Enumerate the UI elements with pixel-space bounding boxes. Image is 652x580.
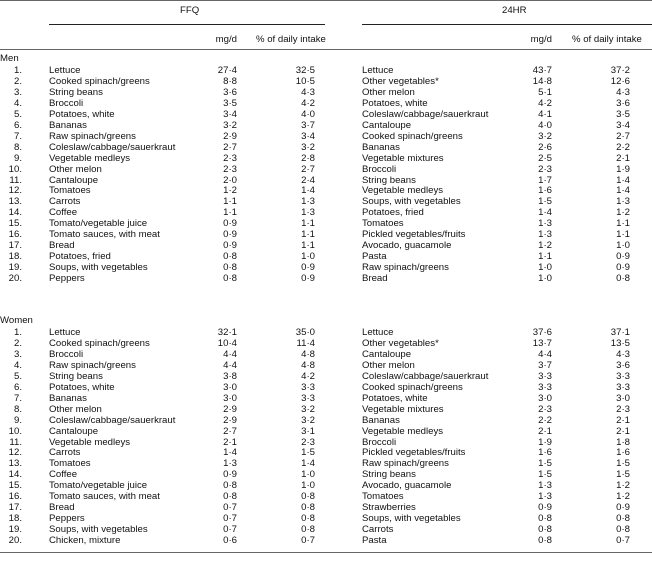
hr24-pct-cell: 1·4 xyxy=(616,185,630,197)
hr24-food-cell: Other vegetables* xyxy=(362,76,439,87)
ffq-mgd-cell: 0·9 xyxy=(223,218,237,230)
ffq-food-cell: Peppers xyxy=(49,513,85,525)
ffq-mgd-cell: 4·4 xyxy=(223,359,237,371)
ffq-pct-cell: 1·1 xyxy=(301,229,315,241)
ffq-pct-cell: 1·0 xyxy=(301,469,315,481)
ffq-pct-cell: 0·8 xyxy=(301,513,315,525)
ffq-pct-cell: 3·2 xyxy=(301,141,315,153)
ffq-food-cell: Cooked spinach/greens xyxy=(49,76,150,87)
rank-cell: 13. xyxy=(8,458,22,470)
rank-cell: 10. xyxy=(8,163,22,175)
ffq-pct-cell: 1·5 xyxy=(301,447,315,459)
hr24-mgd-cell: 2·2 xyxy=(538,414,552,426)
hr24-mgd-cell: 0·8 xyxy=(538,535,552,546)
rank-cell: 11. xyxy=(9,436,22,448)
ffq-pct-cell: 3·1 xyxy=(301,425,315,437)
ffq-mgd-cell: 3·0 xyxy=(223,381,237,393)
hr24-food-cell: Tomatoes xyxy=(362,491,404,503)
ffq-mgd-cell: 3·2 xyxy=(223,119,237,131)
hr24-pct-header: % of daily intake xyxy=(572,34,642,45)
hr24-pct-cell: 3·6 xyxy=(616,359,630,371)
hr24-mgd-cell: 1·6 xyxy=(538,447,552,459)
ffq-mgd-cell: 2·7 xyxy=(223,425,237,437)
hr24-food-cell: Potatoes, white xyxy=(362,97,428,109)
hr24-mgd-cell: 1·5 xyxy=(538,458,552,470)
ffq-food-cell: Lettuce xyxy=(49,65,81,76)
hr24-mgd-cell: 1·9 xyxy=(538,436,552,448)
ffq-food-cell: Tomato sauces, with meat xyxy=(49,229,160,241)
hr24-mgd-cell: 3·0 xyxy=(538,392,552,404)
hr24-mgd-cell: 2·3 xyxy=(538,163,552,175)
rank-cell: 6. xyxy=(13,119,22,131)
rank-cell: 20. xyxy=(8,535,22,546)
rank-cell: 1. xyxy=(13,65,22,76)
hr24-pct-cell: 37·2 xyxy=(610,65,630,76)
ffq-food-cell: Cooked spinach/greens xyxy=(49,337,150,349)
hr24-food-cell: Other vegetables* xyxy=(362,337,439,349)
ffq-pct-cell: 3·2 xyxy=(301,403,315,415)
hr24-pct-cell: 3·0 xyxy=(616,392,630,404)
hr24-pct-cell: 12·6 xyxy=(610,76,630,87)
hr24-pct-cell: 3·5 xyxy=(616,108,630,120)
hr24-pct-cell: 3·4 xyxy=(616,119,630,131)
ffq-pct-cell: 1·1 xyxy=(301,218,315,230)
rank-cell: 7. xyxy=(13,392,22,404)
hr24-mgd-cell: 4·4 xyxy=(538,348,552,360)
hr24-mgd-cell: 14·8 xyxy=(532,76,552,87)
ffq-food-cell: Coffee xyxy=(49,207,78,219)
ffq-pct-cell: 4·8 xyxy=(301,359,315,371)
ffq-mgd-cell: 2·9 xyxy=(223,403,237,415)
hr24-pct-cell: 2·3 xyxy=(616,403,630,415)
ffq-mgd-cell: 2·1 xyxy=(223,436,237,448)
hr24-food-cell: Broccoli xyxy=(362,436,397,448)
ffq-mgd-cell: 3·4 xyxy=(223,108,237,120)
hr24-pct-cell: 1·1 xyxy=(616,218,630,230)
ffq-mgd-cell: 2·3 xyxy=(223,152,237,164)
ffq-mgd-cell: 3·8 xyxy=(223,370,237,382)
hr24-header: 24HR xyxy=(502,5,527,16)
ffq-pct-cell: 4·2 xyxy=(301,97,315,109)
rank-cell: 4. xyxy=(13,359,22,371)
hr24-food-cell: Cooked spinach/greens xyxy=(362,381,463,393)
rank-cell: 8. xyxy=(13,403,22,415)
hr24-pct-cell: 3·3 xyxy=(616,370,630,382)
hr24-food-cell: Lettuce xyxy=(362,327,394,338)
hr24-pct-cell: 4·3 xyxy=(616,348,630,360)
hr24-food-cell: Coleslaw/cabbage/sauerkraut xyxy=(362,108,489,120)
ffq-mgd-cell: 10·4 xyxy=(217,337,237,349)
hr24-food-cell: Pasta xyxy=(362,251,387,263)
ffq-food-cell: Broccoli xyxy=(49,348,84,360)
ffq-food-cell: Coffee xyxy=(49,469,78,481)
ffq-food-cell: Raw spinach/greens xyxy=(49,130,136,142)
ffq-mgd-cell: 0·8 xyxy=(223,273,237,284)
hr24-pct-cell: 13·5 xyxy=(610,337,630,349)
ffq-mgd-cell: 2·3 xyxy=(223,163,237,175)
hr24-mgd-cell: 1·6 xyxy=(538,185,552,197)
ffq-pct-cell: 35·0 xyxy=(295,327,315,338)
ffq-pct-cell: 4·2 xyxy=(301,370,315,382)
ffq-pct-cell: 1·1 xyxy=(301,240,315,252)
rank-cell: 9. xyxy=(13,152,22,164)
hr24-pct-cell: 1·4 xyxy=(616,174,630,186)
hr24-mgd-cell: 1·5 xyxy=(538,196,552,208)
hr24-mgd-cell: 4·1 xyxy=(538,108,552,120)
ffq-pct-cell: 3·2 xyxy=(301,414,315,426)
ffq-pct-cell: 2·8 xyxy=(301,152,315,164)
hr24-pct-cell: 1·2 xyxy=(616,491,630,503)
ffq-mgd-cell: 4·4 xyxy=(223,348,237,360)
ffq-food-cell: Other melon xyxy=(49,163,102,175)
ffq-food-cell: Tomato sauces, with meat xyxy=(49,491,160,503)
rank-cell: 12. xyxy=(8,447,22,459)
ffq-pct-cell: 0·9 xyxy=(301,273,315,284)
ffq-pct-cell: 1·3 xyxy=(301,196,315,208)
hr24-pct-cell: 1·5 xyxy=(616,458,630,470)
ffq-pct-cell: 4·3 xyxy=(301,86,315,98)
hr24-food-cell: Pasta xyxy=(362,535,387,546)
hr24-pct-cell: 1·8 xyxy=(616,436,630,448)
ffq-food-cell: Coleslaw/cabbage/sauerkraut xyxy=(49,414,176,426)
hr24-food-cell: Vegetable medleys xyxy=(362,185,444,197)
ffq-pct-cell: 0·8 xyxy=(301,502,315,514)
ffq-food-cell: Bananas xyxy=(49,119,87,131)
ffq-pct-cell: 2·4 xyxy=(301,174,315,186)
rank-cell: 15. xyxy=(8,218,22,230)
ffq-mgd-cell: 2·9 xyxy=(223,130,237,142)
hr24-food-cell: Bananas xyxy=(362,414,400,426)
hr24-underline xyxy=(362,24,652,25)
hr24-mgd-cell: 1·2 xyxy=(538,240,552,252)
hr24-pct-cell: 2·1 xyxy=(616,425,630,437)
ffq-pct-cell: 4·0 xyxy=(301,108,315,120)
ffq-mgd-cell: 0·8 xyxy=(223,480,237,492)
rank-cell: 5. xyxy=(13,370,22,382)
bottom-rule xyxy=(0,552,652,553)
hr24-mgd-cell: 3·7 xyxy=(538,359,552,371)
hr24-food-cell: Vegetable mixtures xyxy=(362,403,444,415)
ffq-food-cell: Vegetable medleys xyxy=(49,152,131,164)
ffq-food-cell: Soups, with vegetables xyxy=(49,524,148,536)
hr24-food-cell: Cantaloupe xyxy=(362,348,412,360)
hr24-mgd-cell: 37·6 xyxy=(532,327,552,338)
hr24-pct-cell: 4·3 xyxy=(616,86,630,98)
hr24-mgd-cell: 1·0 xyxy=(538,262,552,274)
ffq-food-cell: Tomatoes xyxy=(49,185,91,197)
hr24-pct-cell: 1·2 xyxy=(616,207,630,219)
rank-cell: 19. xyxy=(8,524,22,536)
ffq-mgd-cell: 1·1 xyxy=(223,207,237,219)
hr24-food-cell: Other melon xyxy=(362,359,415,371)
hr24-mgd-header: mg/d xyxy=(530,34,552,45)
hr24-food-cell: Cantaloupe xyxy=(362,119,412,131)
ffq-mgd-cell: 1·4 xyxy=(223,447,237,459)
hr24-mgd-cell: 1·3 xyxy=(538,229,552,241)
hr24-mgd-cell: 1·0 xyxy=(538,273,552,284)
ffq-pct-cell: 1·4 xyxy=(301,185,315,197)
ffq-food-cell: Vegetable medleys xyxy=(49,436,131,448)
ffq-food-cell: Carrots xyxy=(49,196,81,208)
hr24-mgd-cell: 43·7 xyxy=(532,65,552,76)
hr24-food-cell: Bananas xyxy=(362,141,400,153)
ffq-food-cell: Potatoes, white xyxy=(49,108,115,120)
ffq-food-cell: String beans xyxy=(49,370,103,382)
hr24-pct-cell: 1·3 xyxy=(616,196,630,208)
ffq-food-cell: Other melon xyxy=(49,403,102,415)
rank-cell: 10. xyxy=(8,425,22,437)
ffq-pct-cell: 1·3 xyxy=(301,207,315,219)
hr24-pct-cell: 1·5 xyxy=(616,469,630,481)
hr24-pct-cell: 0·8 xyxy=(616,524,630,536)
ffq-mgd-cell: 3·5 xyxy=(223,97,237,109)
hr24-pct-cell: 2·7 xyxy=(616,130,630,142)
hr24-mgd-cell: 3·3 xyxy=(538,381,552,393)
ffq-mgd-cell: 2·7 xyxy=(223,141,237,153)
ffq-mgd-cell: 0·7 xyxy=(223,524,237,536)
hr24-food-cell: Raw spinach/greens xyxy=(362,262,449,274)
ffq-mgd-cell: 3·6 xyxy=(223,86,237,98)
rank-cell: 1. xyxy=(13,327,22,338)
rank-cell: 16. xyxy=(8,229,22,241)
rank-cell: 16. xyxy=(8,491,22,503)
hr24-pct-cell: 1·2 xyxy=(616,480,630,492)
ffq-mgd-cell: 0·7 xyxy=(223,502,237,514)
ffq-mgd-cell: 0·8 xyxy=(223,251,237,263)
ffq-food-cell: Broccoli xyxy=(49,97,84,109)
hr24-pct-cell: 0·9 xyxy=(616,502,630,514)
ffq-pct-cell: 0·8 xyxy=(301,491,315,503)
ffq-food-cell: Chicken, mixture xyxy=(49,535,121,546)
ffq-pct-cell: 2·3 xyxy=(301,436,315,448)
hr24-mgd-cell: 1·1 xyxy=(538,251,552,263)
hr24-mgd-cell: 0·8 xyxy=(538,513,552,525)
rank-cell: 7. xyxy=(13,130,22,142)
ffq-pct-cell: 11·4 xyxy=(296,337,315,349)
ffq-pct-cell: 3·3 xyxy=(301,381,315,393)
ffq-pct-cell: 3·4 xyxy=(301,130,315,142)
ffq-food-cell: Peppers xyxy=(49,273,85,284)
rank-cell: 18. xyxy=(8,251,22,263)
hr24-pct-cell: 0·8 xyxy=(616,513,630,525)
hr24-pct-cell: 1·9 xyxy=(616,163,630,175)
ffq-pct-cell: 4·8 xyxy=(301,348,315,360)
hr24-food-cell: Broccoli xyxy=(362,163,397,175)
hr24-mgd-cell: 3·3 xyxy=(538,370,552,382)
ffq-mgd-cell: 0·6 xyxy=(223,535,237,546)
hr24-food-cell: Lettuce xyxy=(362,65,394,76)
group-label: Men xyxy=(0,53,19,64)
hr24-food-cell: Pickled vegetables/fruits xyxy=(362,229,466,241)
ffq-food-cell: Tomato/vegetable juice xyxy=(49,218,148,230)
ffq-pct-header: % of daily intake xyxy=(256,34,326,45)
hr24-food-cell: String beans xyxy=(362,469,416,481)
ffq-pct-cell: 0·7 xyxy=(301,535,315,546)
ffq-mgd-cell: 2·9 xyxy=(223,414,237,426)
ffq-pct-cell: 2·7 xyxy=(301,163,315,175)
ffq-food-cell: String beans xyxy=(49,86,103,98)
ffq-mgd-cell: 0·9 xyxy=(223,229,237,241)
group-label: Women xyxy=(0,315,33,326)
ffq-food-cell: Bananas xyxy=(49,392,87,404)
hr24-food-cell: Potatoes, fried xyxy=(362,207,424,219)
rank-cell: 19. xyxy=(8,262,22,274)
hr24-food-cell: Strawberries xyxy=(362,502,416,514)
hr24-mgd-cell: 4·0 xyxy=(538,119,552,131)
top-rule xyxy=(0,0,652,1)
hr24-pct-cell: 3·6 xyxy=(616,97,630,109)
hr24-pct-cell: 2·2 xyxy=(616,141,630,153)
hr24-pct-cell: 0·9 xyxy=(616,262,630,274)
ffq-mgd-cell: 1·3 xyxy=(223,458,237,470)
hr24-food-cell: Soups, with vegetables xyxy=(362,513,461,525)
hr24-food-cell: Pickled vegetables/fruits xyxy=(362,447,466,459)
hr24-food-cell: Raw spinach/greens xyxy=(362,458,449,470)
ffq-pct-cell: 32·5 xyxy=(295,65,315,76)
hr24-mgd-cell: 13·7 xyxy=(532,337,552,349)
rank-cell: 9. xyxy=(13,414,22,426)
ffq-pct-cell: 10·5 xyxy=(295,76,315,87)
hr24-food-cell: Vegetable mixtures xyxy=(362,152,444,164)
ffq-mgd-header: mg/d xyxy=(215,34,237,45)
hr24-pct-cell: 1·1 xyxy=(616,229,630,241)
ffq-mgd-cell: 3·0 xyxy=(223,392,237,404)
ffq-food-cell: Cantaloupe xyxy=(49,174,99,186)
ffq-food-cell: Bread xyxy=(49,502,75,514)
ffq-food-cell: Potatoes, fried xyxy=(49,251,111,263)
ffq-food-cell: Carrots xyxy=(49,447,81,459)
hr24-pct-cell: 2·1 xyxy=(616,414,630,426)
hr24-mgd-cell: 1·3 xyxy=(538,480,552,492)
rank-cell: 2. xyxy=(13,76,22,87)
rank-cell: 11. xyxy=(9,174,22,186)
rank-cell: 17. xyxy=(8,240,22,252)
rank-cell: 4. xyxy=(13,97,22,109)
hr24-mgd-cell: 1·3 xyxy=(538,218,552,230)
ffq-food-cell: Lettuce xyxy=(49,327,81,338)
hr24-pct-cell: 3·3 xyxy=(616,381,630,393)
hr24-mgd-cell: 3·2 xyxy=(538,130,552,142)
rank-cell: 14. xyxy=(8,469,22,481)
hr24-mgd-cell: 5·1 xyxy=(538,86,552,98)
hr24-pct-cell: 1·0 xyxy=(616,240,630,252)
hr24-mgd-cell: 1·4 xyxy=(538,207,552,219)
hr24-mgd-cell: 1·5 xyxy=(538,469,552,481)
hr24-mgd-cell: 2·1 xyxy=(538,425,552,437)
ffq-mgd-cell: 32·1 xyxy=(217,327,237,338)
rank-cell: 3. xyxy=(13,348,22,360)
hr24-food-cell: Other melon xyxy=(362,86,415,98)
ffq-pct-cell: 1·0 xyxy=(301,480,315,492)
ffq-food-cell: Cantaloupe xyxy=(49,425,99,437)
ffq-underline xyxy=(49,24,325,25)
ffq-mgd-cell: 1·2 xyxy=(223,185,237,197)
rank-cell: 2. xyxy=(13,337,22,349)
ffq-pct-cell: 0·9 xyxy=(301,262,315,274)
ffq-mgd-cell: 1·1 xyxy=(223,196,237,208)
ffq-pct-cell: 1·4 xyxy=(301,458,315,470)
rank-cell: 15. xyxy=(8,480,22,492)
rank-cell: 17. xyxy=(8,502,22,514)
ffq-header: FFQ xyxy=(180,5,200,16)
ffq-food-cell: Soups, with vegetables xyxy=(49,262,148,274)
hr24-mgd-cell: 1·7 xyxy=(538,174,552,186)
hr24-food-cell: Soups, with vegetables xyxy=(362,196,461,208)
hr24-pct-cell: 0·9 xyxy=(616,251,630,263)
rank-cell: 6. xyxy=(13,381,22,393)
rank-cell: 20. xyxy=(8,273,22,284)
rank-cell: 12. xyxy=(8,185,22,197)
ffq-pct-cell: 3·3 xyxy=(301,392,315,404)
ffq-mgd-cell: 0·9 xyxy=(223,240,237,252)
hr24-food-cell: Vegetable medleys xyxy=(362,425,444,437)
ffq-food-cell: Coleslaw/cabbage/sauerkraut xyxy=(49,141,176,153)
hr24-pct-cell: 1·6 xyxy=(616,447,630,459)
rank-cell: 13. xyxy=(8,196,22,208)
hr24-food-cell: Bread xyxy=(362,273,388,284)
hr24-mgd-cell: 0·8 xyxy=(538,524,552,536)
hr24-mgd-cell: 4·2 xyxy=(538,97,552,109)
hr24-food-cell: Cooked spinach/greens xyxy=(362,130,463,142)
ffq-mgd-cell: 2·0 xyxy=(223,174,237,186)
ffq-food-cell: Raw spinach/greens xyxy=(49,359,136,371)
hr24-food-cell: Avocado, guacamole xyxy=(362,240,452,252)
hr24-food-cell: Avocado, guacamole xyxy=(362,480,452,492)
ffq-pct-cell: 0·8 xyxy=(301,524,315,536)
ffq-food-cell: Tomatoes xyxy=(49,458,91,470)
hr24-pct-cell: 37·1 xyxy=(610,327,630,338)
ffq-mgd-cell: 27·4 xyxy=(217,65,237,76)
hr24-mgd-cell: 0·9 xyxy=(538,502,552,514)
hr24-mgd-cell: 1·3 xyxy=(538,491,552,503)
hr24-mgd-cell: 2·5 xyxy=(538,152,552,164)
hr24-food-cell: Coleslaw/cabbage/sauerkraut xyxy=(362,370,489,382)
ffq-pct-cell: 3·7 xyxy=(301,119,315,131)
hr24-mgd-cell: 2·3 xyxy=(538,403,552,415)
rank-cell: 8. xyxy=(13,141,22,153)
ffq-mgd-cell: 0·7 xyxy=(223,513,237,525)
header-rule xyxy=(0,49,652,50)
rank-cell: 18. xyxy=(8,513,22,525)
ffq-mgd-cell: 0·8 xyxy=(223,491,237,503)
ffq-pct-cell: 1·0 xyxy=(301,251,315,263)
ffq-food-cell: Tomato/vegetable juice xyxy=(49,480,148,492)
rank-cell: 3. xyxy=(13,86,22,98)
rank-cell: 14. xyxy=(8,207,22,219)
rank-cell: 5. xyxy=(13,108,22,120)
ffq-food-cell: Bread xyxy=(49,240,75,252)
hr24-pct-cell: 0·7 xyxy=(616,535,630,546)
ffq-mgd-cell: 8·8 xyxy=(223,76,237,87)
hr24-food-cell: Tomatoes xyxy=(362,218,404,230)
ffq-mgd-cell: 0·9 xyxy=(223,469,237,481)
hr24-pct-cell: 0·8 xyxy=(616,273,630,284)
hr24-food-cell: Potatoes, white xyxy=(362,392,428,404)
ffq-mgd-cell: 0·8 xyxy=(223,262,237,274)
hr24-pct-cell: 2·1 xyxy=(616,152,630,164)
hr24-food-cell: Carrots xyxy=(362,524,394,536)
ffq-food-cell: Potatoes, white xyxy=(49,381,115,393)
hr24-mgd-cell: 2·6 xyxy=(538,141,552,153)
hr24-food-cell: String beans xyxy=(362,174,416,186)
